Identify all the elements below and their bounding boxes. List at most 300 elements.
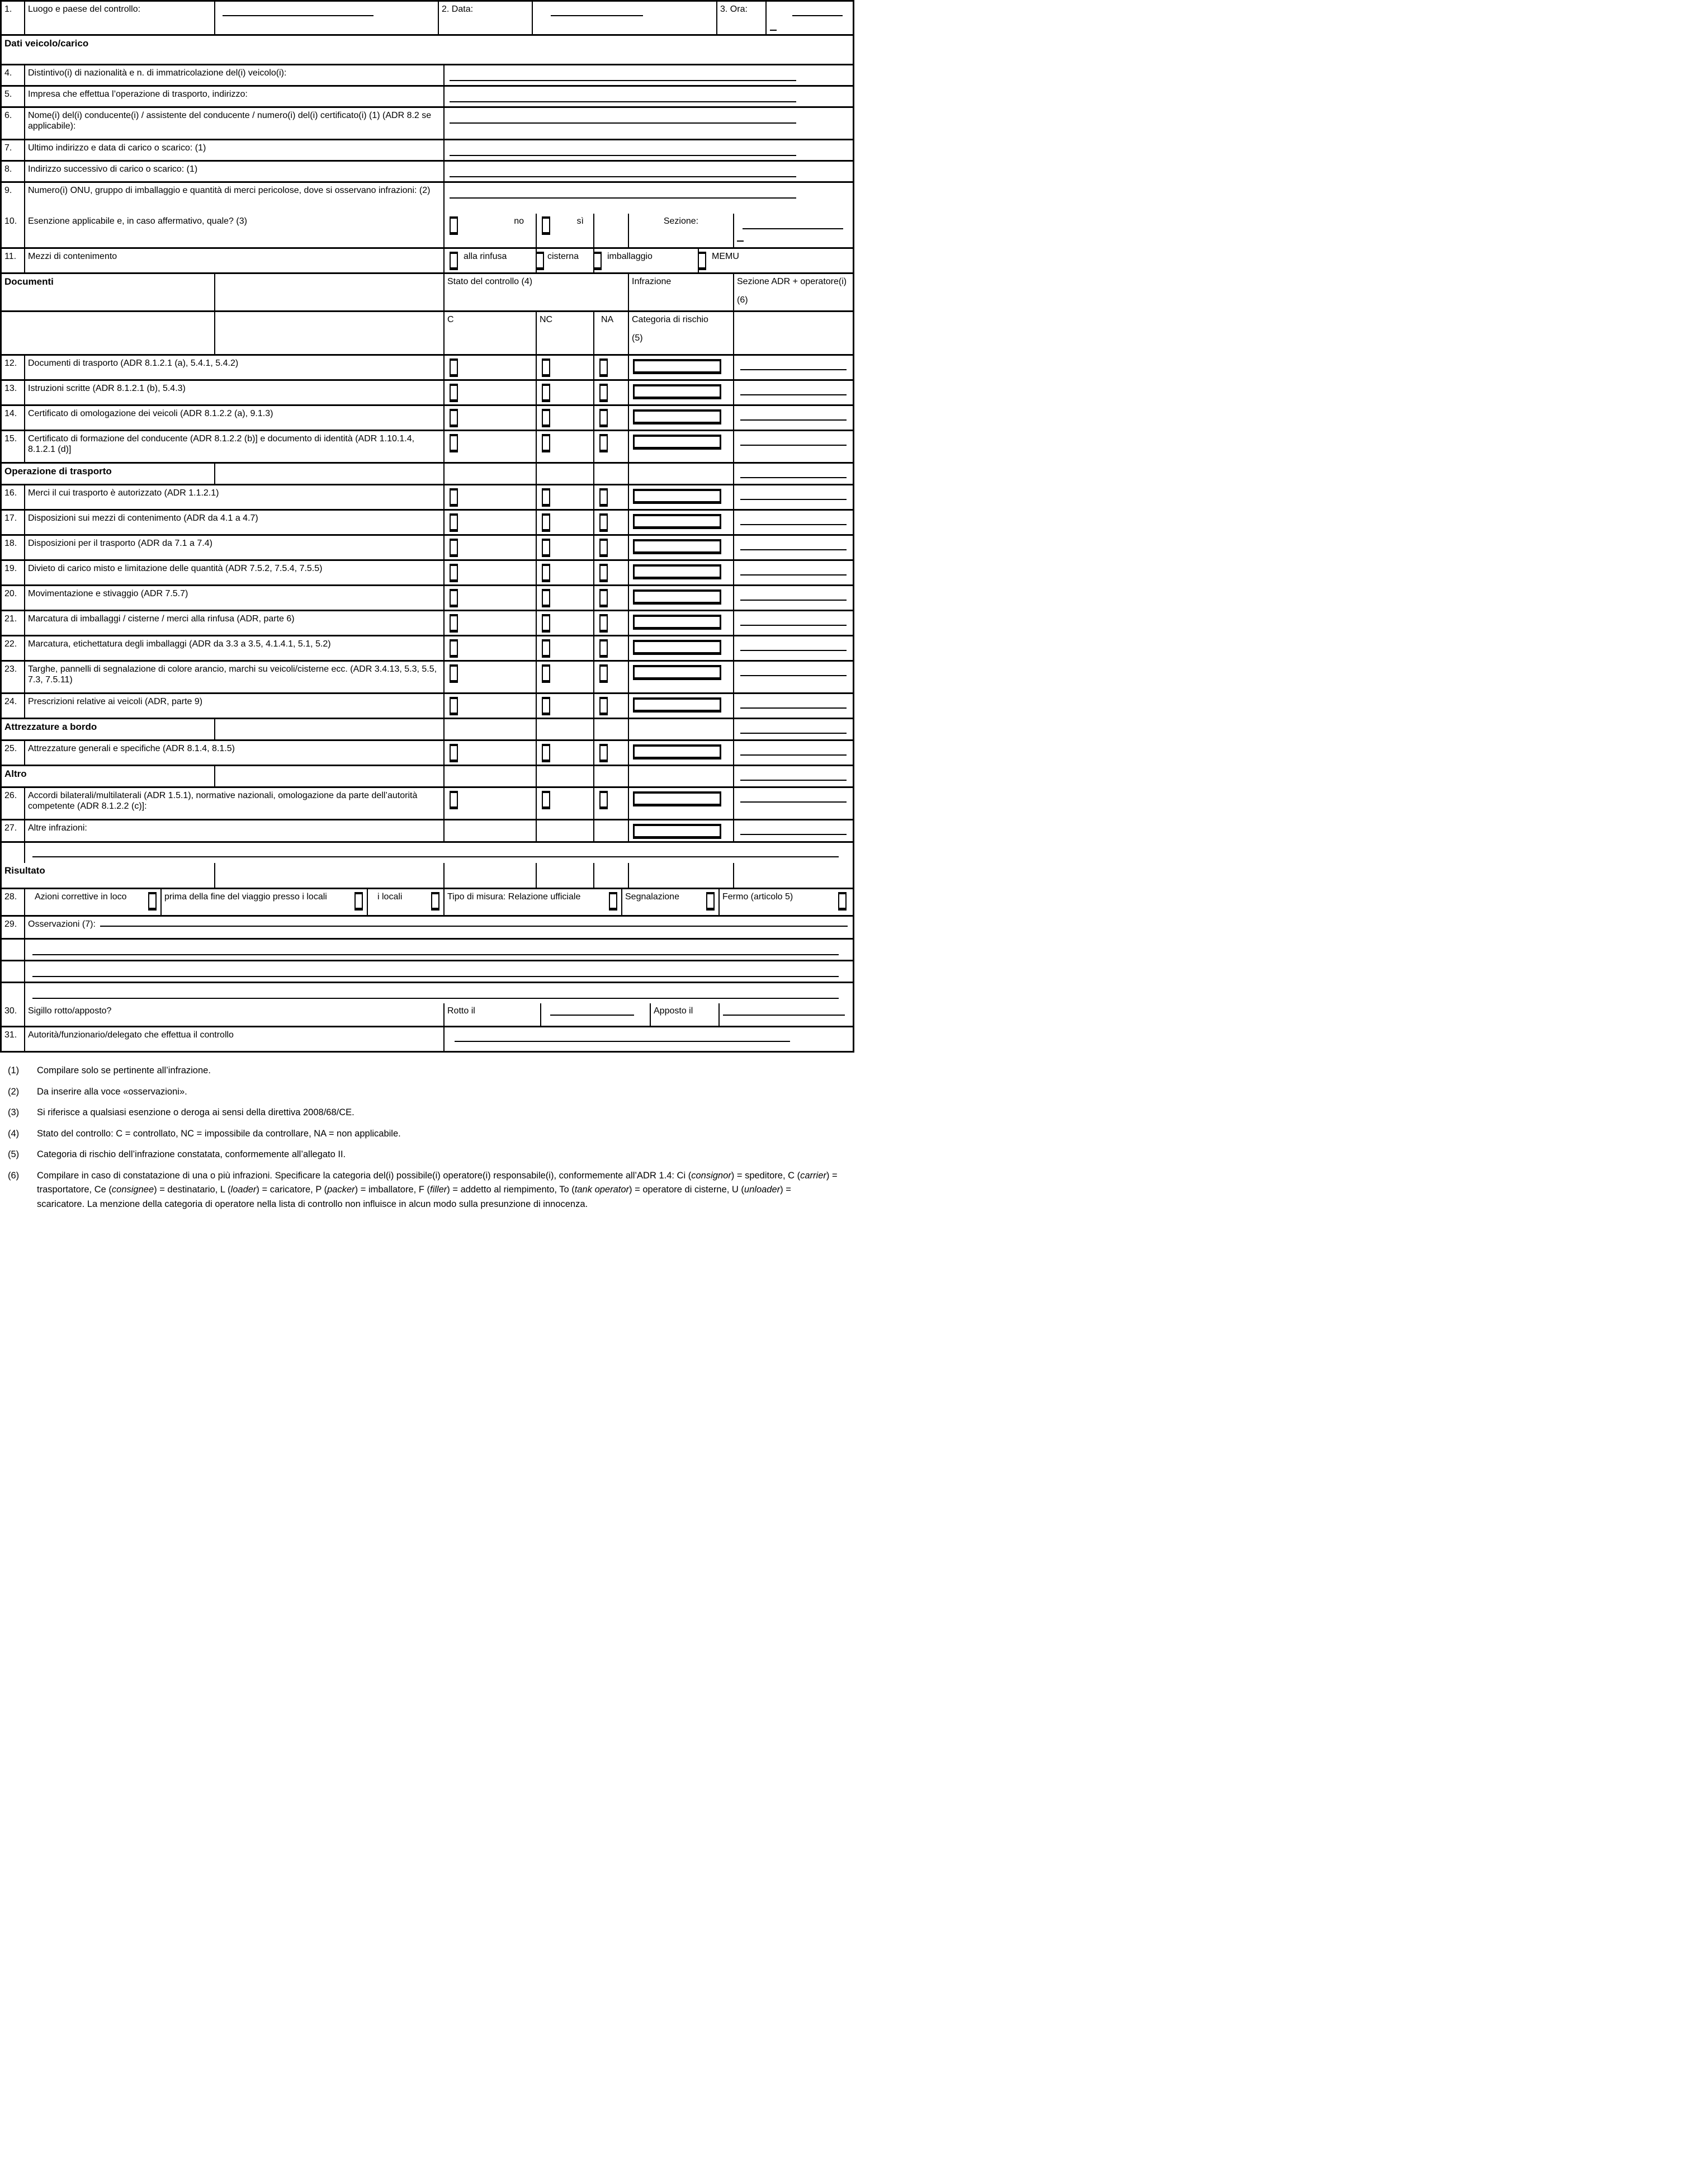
na-checkbox[interactable] bbox=[599, 564, 608, 582]
checklist-row-15 bbox=[2, 431, 853, 464]
row-label: Numero(i) ONU, gruppo di imballaggio e quantità di merci pericolose, dove si osservano infrazioni: (2) bbox=[25, 183, 445, 214]
c-checkbox[interactable] bbox=[450, 434, 458, 452]
adr-section-fill-line[interactable] bbox=[740, 733, 847, 734]
infrazione-header bbox=[629, 274, 734, 310]
nc-checkbox[interactable] bbox=[542, 589, 550, 607]
footnote-3 bbox=[8, 1106, 840, 1120]
row-number bbox=[2, 940, 25, 960]
c-checkbox[interactable] bbox=[450, 488, 458, 507]
adr-section-fill-line[interactable] bbox=[740, 834, 847, 835]
col-categoria-label: Categoria di rischio bbox=[632, 315, 708, 324]
nc-cell bbox=[537, 788, 594, 819]
section-risultato-label: Risultato bbox=[4, 865, 45, 876]
nc-checkbox[interactable] bbox=[542, 384, 550, 402]
row-label: Ultimo indirizzo e data di carico o scarico: (1) bbox=[25, 140, 445, 160]
fill-line[interactable] bbox=[450, 80, 796, 81]
row-label: Certificato di formazione del conducente (ADR 8.1.2.2 (b)] e documento di identità (ADR 1.10.1.4, 8.1.2.1 (d)] bbox=[25, 431, 445, 462]
fill-line[interactable] bbox=[450, 101, 796, 102]
col-c-header bbox=[445, 312, 537, 354]
row-number bbox=[2, 2, 25, 34]
c-checkbox[interactable] bbox=[450, 697, 458, 715]
nc-cell bbox=[537, 766, 594, 786]
fill-line[interactable] bbox=[32, 998, 839, 999]
nc-checkbox[interactable] bbox=[542, 614, 550, 633]
tipo-misura-label: Tipo di misura: Relazione ufficiale bbox=[447, 892, 581, 902]
nc-cell bbox=[537, 464, 594, 484]
nc-checkbox[interactable] bbox=[542, 539, 550, 557]
c-cell bbox=[445, 719, 537, 739]
section-title: Operazione di trasporto bbox=[2, 464, 215, 484]
form-row-29 bbox=[2, 917, 853, 940]
risk-category-box[interactable] bbox=[633, 640, 721, 655]
alla-rinfusa-label: alla rinfusa bbox=[464, 252, 507, 261]
option-memu-cell bbox=[699, 249, 853, 272]
row-number bbox=[2, 917, 25, 938]
nc-checkbox[interactable] bbox=[542, 744, 550, 762]
na-checkbox[interactable] bbox=[599, 539, 608, 557]
risk-category-box[interactable] bbox=[633, 435, 721, 450]
fill-line[interactable] bbox=[450, 176, 796, 177]
nc-cell bbox=[537, 820, 594, 841]
apposto-il-cell bbox=[651, 1003, 720, 1026]
c-cell bbox=[445, 464, 537, 484]
i-locali-label: i locali bbox=[377, 892, 403, 902]
memu-checkbox[interactable] bbox=[699, 252, 706, 270]
sezione-adr-label: Sezione ADR + operatore(i) bbox=[737, 277, 847, 286]
na-checkbox[interactable] bbox=[599, 791, 608, 809]
risk-category-box[interactable] bbox=[633, 791, 721, 806]
categoria-cell bbox=[629, 485, 734, 509]
col-na-header bbox=[594, 312, 629, 354]
nc-checkbox[interactable] bbox=[542, 697, 550, 715]
segnalazione-cell bbox=[622, 889, 720, 915]
sezione-adr-cell bbox=[734, 820, 853, 841]
section-title: Altro bbox=[2, 766, 215, 786]
row-number: 9. bbox=[2, 183, 25, 214]
c-cell bbox=[445, 536, 537, 559]
sezione-adr-cell bbox=[734, 611, 853, 635]
osservazioni-line-row bbox=[2, 940, 853, 961]
risultato-na-cell bbox=[594, 863, 629, 888]
adr-section-fill-line[interactable] bbox=[740, 625, 847, 626]
categoria-cell bbox=[629, 636, 734, 660]
categoria-cell bbox=[629, 464, 734, 484]
nc-checkbox[interactable] bbox=[542, 791, 550, 809]
esenzione-spacer-cell bbox=[594, 214, 629, 247]
c-checkbox[interactable] bbox=[450, 639, 458, 658]
c-cell bbox=[445, 356, 537, 379]
adr-section-fill-line[interactable] bbox=[740, 499, 847, 500]
categoria-cell bbox=[629, 381, 734, 404]
c-cell bbox=[445, 741, 537, 765]
c-checkbox[interactable] bbox=[450, 384, 458, 402]
checklist-row-12 bbox=[2, 356, 853, 381]
nc-checkbox[interactable] bbox=[542, 409, 550, 427]
row-label: Distintivo(i) di nazionalità e n. di immatricolazione del(i) veicolo(i): bbox=[25, 65, 445, 85]
checklist-row-21 bbox=[2, 611, 853, 636]
na-cell bbox=[594, 694, 629, 718]
fill-line[interactable] bbox=[32, 976, 839, 977]
nc-cell bbox=[537, 741, 594, 765]
section-title bbox=[2, 36, 853, 64]
osservazioni-line-row bbox=[2, 961, 853, 983]
row-field bbox=[445, 65, 853, 85]
sezione-label-cell bbox=[629, 214, 734, 247]
autorita-fill-line[interactable] bbox=[455, 1041, 790, 1042]
option-cisterna-cell bbox=[537, 249, 594, 272]
sezione-adr-cell bbox=[734, 719, 853, 739]
adr-section-fill-line[interactable] bbox=[740, 650, 847, 651]
categoria-cell bbox=[629, 820, 734, 841]
data-label-cell bbox=[439, 2, 533, 34]
footnote-5 bbox=[8, 1148, 840, 1162]
row-label bbox=[25, 2, 215, 34]
row-number-text: 29. bbox=[4, 919, 17, 929]
footnote-number: (3) bbox=[8, 1107, 20, 1118]
sezione-label: Sezione: bbox=[663, 216, 699, 226]
imballaggio-checkbox[interactable] bbox=[594, 252, 602, 270]
footnote-number: (6) bbox=[8, 1170, 20, 1181]
section-spacer bbox=[215, 766, 445, 786]
apposto-il-fill-line[interactable] bbox=[723, 1015, 845, 1016]
fermo-checkbox[interactable] bbox=[838, 892, 847, 911]
fill-line[interactable] bbox=[32, 856, 839, 857]
row-label bbox=[25, 1003, 445, 1026]
autorita-label: Autorità/funzionario/delegato che effettua il controllo bbox=[28, 1030, 234, 1040]
row-label: Prescrizioni relative ai veicoli (ADR, parte 9) bbox=[25, 694, 445, 718]
adr-section-fill-line[interactable] bbox=[740, 549, 847, 550]
na-cell bbox=[594, 719, 629, 739]
sezione-adr-cell bbox=[734, 356, 853, 379]
na-checkbox[interactable] bbox=[599, 434, 608, 452]
azioni-loco-checkbox[interactable] bbox=[148, 892, 157, 911]
section-title: Attrezzature a bordo bbox=[2, 719, 215, 739]
row-label: Marcatura, etichettatura degli imballaggi (ADR da 3.3 a 3.5, 4.1.4.1, 5.1, 5.2) bbox=[25, 636, 445, 660]
cisterna-checkbox[interactable] bbox=[537, 252, 544, 270]
adr-section-fill-line[interactable] bbox=[740, 369, 847, 370]
fine-viaggio-label: prima della fine del viaggio presso i locali bbox=[164, 892, 327, 902]
adr-section-fill-line[interactable] bbox=[740, 394, 847, 395]
sezione-adr-cell bbox=[734, 694, 853, 718]
na-cell bbox=[594, 511, 629, 534]
azioni-loco-label: Azioni correttive in loco bbox=[35, 892, 127, 902]
section-attrezzature-a-bordo bbox=[2, 719, 853, 741]
row-number: 5. bbox=[2, 87, 25, 106]
row-label: Merci il cui trasporto è autorizzato (ADR 1.1.2.1) bbox=[25, 485, 445, 509]
relazione-ufficiale-checkbox[interactable] bbox=[609, 892, 617, 911]
adr-section-fill-line[interactable] bbox=[740, 600, 847, 601]
risk-category-box[interactable] bbox=[633, 539, 721, 554]
risk-category-box[interactable] bbox=[633, 615, 721, 630]
row-number: 19. bbox=[2, 561, 25, 584]
footnote-text: Stato del controllo: C = controllato, NC = impossibile da controllare, NA = non applicabile. bbox=[37, 1128, 401, 1139]
nc-checkbox[interactable] bbox=[542, 639, 550, 658]
adr-section-fill-line[interactable] bbox=[740, 801, 847, 803]
grid-header-row bbox=[2, 274, 853, 312]
nc-checkbox[interactable] bbox=[542, 359, 550, 377]
na-checkbox[interactable] bbox=[599, 359, 608, 377]
row-field bbox=[445, 87, 853, 106]
nc-cell bbox=[537, 561, 594, 584]
nc-checkbox[interactable] bbox=[542, 434, 550, 452]
na-cell bbox=[594, 406, 629, 430]
footnote-text: Compilare solo se pertinente all’infrazione. bbox=[37, 1065, 211, 1076]
checklist-row-13 bbox=[2, 381, 853, 406]
tipo-misura-cell bbox=[445, 889, 622, 915]
categoria-cell bbox=[629, 788, 734, 819]
nc-cell bbox=[537, 356, 594, 379]
checklist-row-24 bbox=[2, 694, 853, 719]
fill-line[interactable] bbox=[32, 954, 839, 955]
na-checkbox[interactable] bbox=[599, 614, 608, 633]
data-label: 2. Data: bbox=[442, 4, 474, 14]
c-cell bbox=[445, 636, 537, 660]
adr-section-fill-line[interactable] bbox=[740, 524, 847, 525]
categoria-cell bbox=[629, 662, 734, 692]
risultato-spacer bbox=[215, 863, 445, 888]
c-checkbox[interactable] bbox=[450, 359, 458, 377]
risk-category-box[interactable] bbox=[633, 824, 721, 839]
osservazioni-line-row bbox=[2, 983, 853, 1003]
footnote-number: (4) bbox=[8, 1128, 20, 1139]
segnalazione-checkbox[interactable] bbox=[706, 892, 715, 911]
checklist-row-22 bbox=[2, 636, 853, 662]
sezione-fill-line[interactable] bbox=[743, 228, 843, 229]
option-alla-rinfusa-cell bbox=[445, 249, 537, 272]
footnote-number: (5) bbox=[8, 1149, 20, 1160]
footnote-number: (1) bbox=[8, 1065, 20, 1076]
luogo-fill-line[interactable] bbox=[223, 15, 374, 16]
row-number-text: 1. bbox=[4, 4, 12, 14]
row-number: 24. bbox=[2, 694, 25, 718]
na-checkbox[interactable] bbox=[599, 744, 608, 762]
c-checkbox[interactable] bbox=[450, 744, 458, 762]
adr-section-fill-line[interactable] bbox=[740, 477, 847, 478]
mezzi-label: Mezzi di contenimento bbox=[28, 252, 117, 261]
na-cell bbox=[594, 788, 629, 819]
osservazioni-fill-line[interactable] bbox=[100, 926, 848, 927]
section-title bbox=[2, 863, 215, 888]
nc-cell bbox=[537, 536, 594, 559]
na-checkbox[interactable] bbox=[599, 697, 608, 715]
nc-checkbox[interactable] bbox=[542, 513, 550, 532]
no-checkbox[interactable] bbox=[450, 216, 458, 235]
adr-section-fill-line[interactable] bbox=[740, 707, 847, 709]
form-row-10 bbox=[2, 214, 853, 249]
na-cell bbox=[594, 636, 629, 660]
row-label: Certificato di omologazione dei veicoli (ADR 8.1.2.2 (a), 9.1.3) bbox=[25, 406, 445, 430]
na-checkbox[interactable] bbox=[599, 513, 608, 532]
adr-section-fill-line[interactable] bbox=[740, 419, 847, 421]
sezione-adr-cell bbox=[734, 485, 853, 509]
risk-category-box[interactable] bbox=[633, 665, 721, 680]
nc-cell bbox=[537, 406, 594, 430]
risk-category-box[interactable] bbox=[633, 409, 721, 424]
sezione-fill-line-2[interactable] bbox=[737, 240, 744, 242]
row-number-text: 31. bbox=[4, 1030, 17, 1040]
form-row-31 bbox=[2, 1027, 853, 1051]
categoria-cell bbox=[629, 406, 734, 430]
row-number: 20. bbox=[2, 586, 25, 610]
categoria-cell bbox=[629, 561, 734, 584]
row-number bbox=[2, 214, 25, 247]
risk-category-box[interactable] bbox=[633, 514, 721, 529]
risk-category-box[interactable] bbox=[633, 359, 721, 374]
data-field-cell bbox=[533, 2, 717, 34]
sezione-adr-cell bbox=[734, 741, 853, 765]
row-number: 14. bbox=[2, 406, 25, 430]
na-checkbox[interactable] bbox=[599, 639, 608, 658]
checklist-row-26 bbox=[2, 788, 853, 820]
footnote-text: Si riferisce a qualsiasi esenzione o deroga ai sensi della direttiva 2008/68/CE. bbox=[37, 1107, 354, 1118]
write-line-cell bbox=[25, 843, 853, 863]
row-number: 23. bbox=[2, 662, 25, 692]
col-categoria-header bbox=[629, 312, 734, 354]
na-cell bbox=[594, 381, 629, 404]
sezione-adr-cell bbox=[734, 636, 853, 660]
c-checkbox[interactable] bbox=[450, 664, 458, 683]
row-label: Altre infrazioni: bbox=[25, 820, 445, 841]
adr-section-fill-line[interactable] bbox=[740, 675, 847, 676]
row-label: Documenti di trasporto (ADR 8.1.2.1 (a), 5.4.1, 5.4.2) bbox=[25, 356, 445, 379]
footnote-2 bbox=[8, 1085, 840, 1100]
categoria-cell bbox=[629, 719, 734, 739]
risk-category-box[interactable] bbox=[633, 384, 721, 399]
nc-cell bbox=[537, 381, 594, 404]
row-label: Disposizioni sui mezzi di contenimento (ADR da 4.1 a 4.7) bbox=[25, 511, 445, 534]
na-cell bbox=[594, 586, 629, 610]
checklist-row-25 bbox=[2, 741, 853, 766]
rotto-il-fill-line[interactable] bbox=[550, 1015, 634, 1016]
nc-checkbox[interactable] bbox=[542, 488, 550, 507]
osservazioni-cell bbox=[25, 917, 853, 938]
nc-cell bbox=[537, 586, 594, 610]
risk-category-box[interactable] bbox=[633, 564, 721, 579]
section-risultato bbox=[2, 863, 853, 889]
c-checkbox[interactable] bbox=[450, 791, 458, 809]
row-label: Impresa che effettua l’operazione di trasporto, indirizzo: bbox=[25, 87, 445, 106]
alla-rinfusa-checkbox[interactable] bbox=[450, 252, 458, 270]
esenzione-no-cell bbox=[445, 214, 537, 247]
section-documenti-cell bbox=[2, 274, 215, 310]
segnalazione-label: Segnalazione bbox=[625, 892, 679, 902]
fill-line[interactable] bbox=[450, 155, 796, 156]
subheader-spacer-2 bbox=[215, 312, 445, 354]
fine-viaggio-checkbox[interactable] bbox=[354, 892, 363, 911]
rotto-il-field-cell bbox=[541, 1003, 651, 1026]
adr-section-fill-line[interactable] bbox=[740, 445, 847, 446]
c-checkbox[interactable] bbox=[450, 409, 458, 427]
sezione-adr-cell bbox=[734, 788, 853, 819]
risk-category-box[interactable] bbox=[633, 589, 721, 605]
row-number: 15. bbox=[2, 431, 25, 462]
categoria-cell bbox=[629, 766, 734, 786]
col-na-label: NA bbox=[601, 315, 614, 324]
fill-line[interactable] bbox=[450, 197, 796, 199]
row-number: 25. bbox=[2, 741, 25, 765]
c-checkbox[interactable] bbox=[450, 564, 458, 582]
col-c-label: C bbox=[447, 315, 454, 324]
section-spacer bbox=[215, 464, 445, 484]
row-label: Indirizzo successivo di carico o scarico: (1) bbox=[25, 162, 445, 181]
form-row-4 bbox=[2, 65, 853, 87]
row-number: 16. bbox=[2, 485, 25, 509]
c-checkbox[interactable] bbox=[450, 589, 458, 607]
i-locali-checkbox[interactable] bbox=[431, 892, 439, 911]
c-checkbox[interactable] bbox=[450, 513, 458, 532]
na-checkbox[interactable] bbox=[599, 384, 608, 402]
row-field bbox=[445, 108, 853, 139]
checklist-row-23 bbox=[2, 662, 853, 694]
sezione-adr-cell bbox=[734, 381, 853, 404]
checklist-row-17 bbox=[2, 511, 853, 536]
form-row-6 bbox=[2, 108, 853, 140]
section-dati-veicolo bbox=[2, 36, 853, 65]
write-line-cell bbox=[25, 940, 853, 960]
adr-section-fill-line[interactable] bbox=[740, 780, 847, 781]
row-number: 13. bbox=[2, 381, 25, 404]
risultato-c-cell bbox=[445, 863, 537, 888]
risultato-nc-cell bbox=[537, 863, 594, 888]
data-fill-line[interactable] bbox=[551, 15, 643, 16]
na-checkbox[interactable] bbox=[599, 664, 608, 683]
no-label: no bbox=[514, 216, 524, 226]
form-row-1 bbox=[2, 2, 853, 36]
azioni-loco-cell bbox=[25, 889, 162, 915]
fill-line[interactable] bbox=[450, 122, 796, 124]
nc-cell bbox=[537, 485, 594, 509]
row-label: Marcatura di imballaggi / cisterne / merci alla rinfusa (ADR, parte 6) bbox=[25, 611, 445, 635]
risk-category-box[interactable] bbox=[633, 489, 721, 504]
si-checkbox[interactable] bbox=[542, 216, 550, 235]
footnote-1 bbox=[8, 1064, 840, 1078]
row-number: 26. bbox=[2, 788, 25, 819]
ora-fill-line[interactable] bbox=[792, 15, 843, 16]
ora-fill-line-2[interactable] bbox=[770, 30, 777, 31]
row-label: Movimentazione e stivaggio (ADR 7.5.7) bbox=[25, 586, 445, 610]
adr-section-fill-line[interactable] bbox=[740, 754, 847, 756]
nc-checkbox[interactable] bbox=[542, 664, 550, 683]
row-number bbox=[2, 983, 25, 1003]
row-number: 4. bbox=[2, 65, 25, 85]
fermo-cell bbox=[720, 889, 853, 915]
row-number: 8. bbox=[2, 162, 25, 181]
row-number: 17. bbox=[2, 511, 25, 534]
luogo-label: Luogo e paese del controllo: bbox=[28, 4, 141, 14]
row-field bbox=[445, 183, 853, 214]
row-label: Nome(i) del(i) conducente(i) / assistente del conducente / numero(i) del(i) certificato(i) (1) (ADR 8.2 se applicabile): bbox=[25, 108, 445, 139]
vehicle-info-rows bbox=[2, 65, 853, 214]
na-checkbox[interactable] bbox=[599, 589, 608, 607]
esenzione-si-cell bbox=[537, 214, 594, 247]
na-checkbox[interactable] bbox=[599, 409, 608, 427]
risk-category-box[interactable] bbox=[633, 744, 721, 760]
c-cell bbox=[445, 586, 537, 610]
c-checkbox[interactable] bbox=[450, 539, 458, 557]
risk-category-box[interactable] bbox=[633, 697, 721, 713]
c-checkbox[interactable] bbox=[450, 614, 458, 633]
row-number bbox=[2, 1003, 25, 1026]
row-label: Accordi bilaterali/multilaterali (ADR 1.5.1), normative nazionali, omologazione da parte dell’autorità competente (ADR 8.1.2.2 (c)]: bbox=[25, 788, 445, 819]
checklist-row-18 bbox=[2, 536, 853, 561]
na-checkbox[interactable] bbox=[599, 488, 608, 507]
row-number bbox=[2, 843, 25, 863]
na-cell bbox=[594, 561, 629, 584]
adr-section-fill-line[interactable] bbox=[740, 574, 847, 576]
nc-checkbox[interactable] bbox=[542, 564, 550, 582]
c-cell bbox=[445, 406, 537, 430]
nc-cell bbox=[537, 662, 594, 692]
